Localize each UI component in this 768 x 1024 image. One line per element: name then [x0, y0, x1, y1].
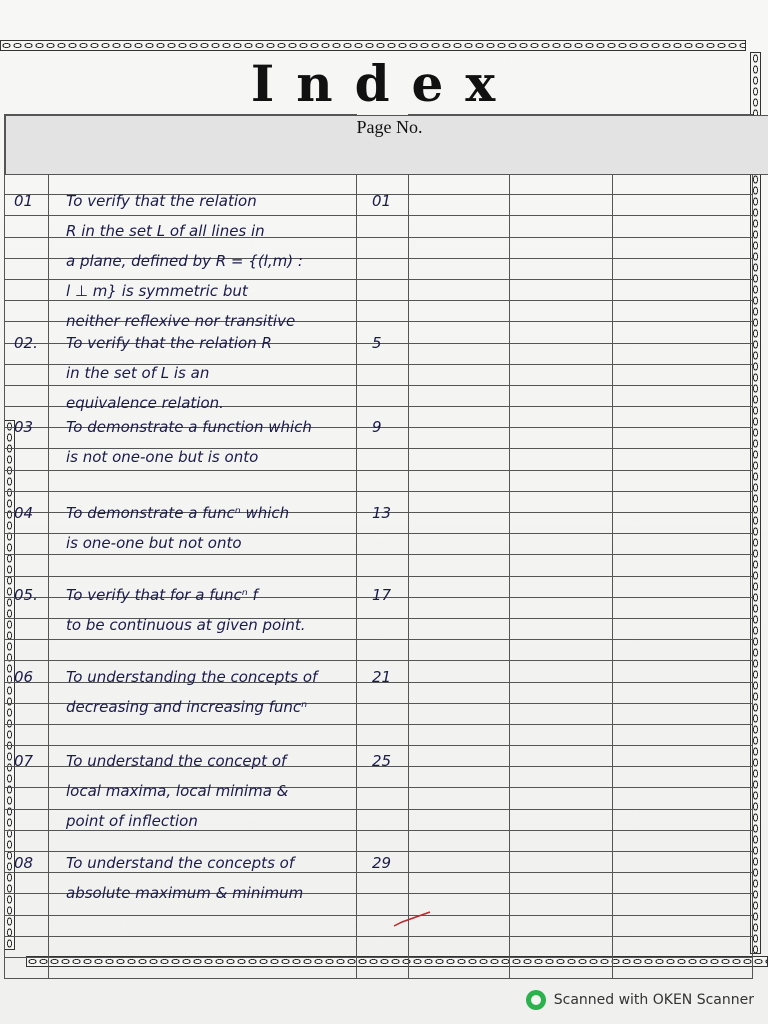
table-cell — [510, 682, 613, 703]
table-cell — [510, 174, 613, 195]
table-cell — [613, 852, 753, 873]
entry-text-line: is not one-one but is onto — [66, 448, 259, 466]
entry-sno: 03 — [14, 418, 34, 436]
table-cell — [5, 894, 49, 915]
table-cell — [510, 830, 613, 851]
table-cell — [409, 216, 510, 237]
table-cell — [510, 237, 613, 258]
table-cell — [5, 936, 49, 957]
table-cell — [357, 237, 409, 258]
entry-sno: 08 — [14, 854, 34, 872]
table-cell — [613, 894, 753, 915]
table-cell — [5, 915, 49, 936]
table-cell — [409, 258, 510, 279]
scanner-watermark — [526, 990, 754, 1010]
scanner-logo-icon — [526, 990, 546, 1010]
table-cell — [5, 216, 49, 237]
table-cell — [613, 279, 753, 300]
entry-text-line: local maxima, local minima & — [66, 782, 289, 800]
table-cell — [409, 809, 510, 830]
table-cell — [613, 618, 753, 639]
table-cell — [510, 343, 613, 364]
table-cell — [613, 555, 753, 576]
table-cell — [357, 407, 409, 428]
table-cell — [409, 343, 510, 364]
entry-page: 13 — [372, 504, 392, 522]
table-cell — [510, 703, 613, 724]
table-cell — [5, 788, 49, 809]
table-cell — [613, 724, 753, 745]
table-cell — [510, 258, 613, 279]
entry-text-line: is one-one but not onto — [66, 534, 242, 552]
table-cell — [409, 470, 510, 491]
table-row — [5, 470, 753, 491]
entry-text-line: To understand the concepts of — [66, 854, 295, 872]
entry-page: 25 — [372, 752, 392, 770]
page-title: Index — [250, 54, 518, 113]
table-cell — [357, 385, 409, 406]
table-cell — [49, 830, 357, 851]
table-cell — [409, 767, 510, 788]
table-row — [5, 936, 753, 957]
table-cell — [409, 237, 510, 258]
table-cell — [613, 216, 753, 237]
table-cell — [409, 513, 510, 534]
table-row — [5, 724, 753, 745]
table-cell — [510, 597, 613, 618]
table-cell — [510, 428, 613, 449]
table-cell — [613, 322, 753, 343]
entry-text-line: l ⊥ m} is symmetric but — [66, 282, 248, 300]
table-cell — [49, 936, 357, 957]
table-row — [5, 957, 753, 978]
table-cell — [510, 513, 613, 534]
table-cell — [613, 809, 753, 830]
table-cell — [510, 576, 613, 597]
table-cell — [409, 957, 510, 978]
entry-text-line: absolute maximum & minimum — [66, 884, 304, 902]
table-cell — [357, 279, 409, 300]
table-cell — [613, 936, 753, 957]
table-cell — [357, 618, 409, 639]
entry-sno: 04 — [14, 504, 34, 522]
table-cell — [409, 597, 510, 618]
header-page: Page No. — [5, 115, 768, 175]
table-cell — [613, 597, 753, 618]
table-cell — [409, 852, 510, 873]
table-cell — [510, 957, 613, 978]
table-cell — [5, 703, 49, 724]
table-cell — [49, 915, 357, 936]
table-cell — [5, 873, 49, 894]
table-cell — [613, 364, 753, 385]
table-cell — [5, 385, 49, 406]
table-cell — [613, 174, 753, 195]
table-cell — [5, 809, 49, 830]
top-chain-border — [0, 40, 746, 51]
table-cell — [357, 703, 409, 724]
table-cell — [409, 576, 510, 597]
entry-text-line: point of inflection — [66, 812, 198, 830]
table-cell — [357, 957, 409, 978]
entry-page: 01 — [372, 192, 392, 210]
table-cell — [409, 385, 510, 406]
entry-page: 21 — [372, 668, 392, 686]
table-cell — [510, 767, 613, 788]
table-cell — [613, 830, 753, 851]
table-cell — [510, 788, 613, 809]
table-cell — [613, 640, 753, 661]
table-cell — [357, 788, 409, 809]
entry-page: 17 — [372, 586, 392, 604]
entry-text-line: To verify that for a funcⁿ f — [66, 586, 258, 604]
table-cell — [409, 491, 510, 512]
table-cell — [5, 237, 49, 258]
table-cell — [510, 809, 613, 830]
entry-text-line: to be continuous at given point. — [66, 616, 306, 634]
table-cell — [613, 513, 753, 534]
table-cell — [5, 957, 49, 978]
table-cell — [5, 534, 49, 555]
table-cell — [510, 915, 613, 936]
entry-text-line: in the set of L is an — [66, 364, 210, 382]
table-cell — [357, 364, 409, 385]
table-cell — [510, 852, 613, 873]
table-cell — [409, 449, 510, 470]
table-cell — [510, 746, 613, 767]
table-cell — [613, 385, 753, 406]
table-cell — [409, 936, 510, 957]
table-cell — [49, 724, 357, 745]
table-cell — [613, 576, 753, 597]
table-cell — [409, 279, 510, 300]
table-cell — [357, 809, 409, 830]
table-cell — [409, 682, 510, 703]
entry-sno: 07 — [14, 752, 34, 770]
table-cell — [613, 915, 753, 936]
table-cell — [409, 640, 510, 661]
table-cell — [5, 301, 49, 322]
table-cell — [357, 428, 409, 449]
entry-sno: 02. — [14, 334, 38, 352]
table-cell — [409, 301, 510, 322]
table-cell — [613, 449, 753, 470]
table-cell — [510, 491, 613, 512]
entry-text-line: a plane, defined by R = {(l,m) : — [66, 252, 303, 270]
table-cell — [510, 640, 613, 661]
table-cell — [357, 873, 409, 894]
table-cell — [409, 703, 510, 724]
table-cell — [5, 449, 49, 470]
table-cell — [357, 343, 409, 364]
table-cell — [510, 407, 613, 428]
table-cell — [409, 428, 510, 449]
table-cell — [357, 640, 409, 661]
entry-page: 29 — [372, 854, 392, 872]
table-row — [5, 915, 753, 936]
table-row — [5, 555, 753, 576]
entry-text-line: To verify that the relation R — [66, 334, 272, 352]
table-cell — [510, 364, 613, 385]
table-cell — [49, 957, 357, 978]
table-cell — [510, 301, 613, 322]
table-cell — [510, 555, 613, 576]
entry-text-line: To understand the concept of — [66, 752, 287, 770]
table-cell — [510, 873, 613, 894]
table-cell — [5, 470, 49, 491]
table-cell — [409, 788, 510, 809]
table-cell — [409, 534, 510, 555]
check-tick-icon — [392, 910, 432, 928]
entry-text-line: To demonstrate a function which — [66, 418, 312, 436]
table-cell — [613, 746, 753, 767]
table-cell — [613, 703, 753, 724]
table-cell — [613, 873, 753, 894]
table-cell — [613, 407, 753, 428]
table-cell — [613, 470, 753, 491]
table-cell — [409, 364, 510, 385]
table-cell — [49, 640, 357, 661]
entry-sno: 01 — [14, 192, 34, 210]
table-cell — [613, 258, 753, 279]
table-cell — [409, 873, 510, 894]
entry-text-line: To verify that the relation — [66, 192, 257, 210]
table-cell — [510, 534, 613, 555]
table-cell — [613, 767, 753, 788]
scanner-text: Scanned with OKEN Scanner — [553, 992, 754, 1008]
table-cell — [409, 618, 510, 639]
table-cell — [510, 618, 613, 639]
table-header-row — [5, 115, 753, 174]
table-cell — [613, 195, 753, 216]
table-cell — [409, 407, 510, 428]
table-cell — [5, 555, 49, 576]
table-cell — [510, 470, 613, 491]
table-cell — [409, 174, 510, 195]
entry-text-line: equivalence relation. — [66, 394, 224, 412]
table-cell — [613, 534, 753, 555]
table-cell — [409, 830, 510, 851]
table-cell — [49, 470, 357, 491]
table-cell — [409, 724, 510, 745]
entry-page: 5 — [372, 334, 382, 352]
entry-page: 9 — [372, 418, 382, 436]
table-cell — [5, 258, 49, 279]
table-cell — [5, 724, 49, 745]
table-cell — [510, 279, 613, 300]
table-cell — [49, 555, 357, 576]
table-cell — [510, 322, 613, 343]
table-cell — [613, 682, 753, 703]
table-cell — [357, 555, 409, 576]
table-cell — [357, 724, 409, 745]
table-cell — [510, 195, 613, 216]
table-row — [5, 640, 753, 661]
table-cell — [613, 301, 753, 322]
table-cell — [409, 555, 510, 576]
table-cell — [613, 428, 753, 449]
table-cell — [357, 936, 409, 957]
table-cell — [613, 237, 753, 258]
table-cell — [613, 661, 753, 682]
table-cell — [357, 534, 409, 555]
table-row — [5, 830, 753, 851]
table-cell — [510, 216, 613, 237]
entry-text-line: To understanding the concepts of — [66, 668, 318, 686]
table-cell — [357, 301, 409, 322]
table-cell — [409, 195, 510, 216]
table-cell — [5, 640, 49, 661]
entry-text-line: neither reflexive nor transitive — [66, 312, 296, 330]
table-cell — [5, 830, 49, 851]
table-cell — [5, 618, 49, 639]
entry-text-line: To demonstrate a funcⁿ which — [66, 504, 290, 522]
table-cell — [357, 258, 409, 279]
table-cell — [5, 279, 49, 300]
table-cell — [510, 385, 613, 406]
table-cell — [5, 364, 49, 385]
table-cell — [357, 216, 409, 237]
table-cell — [409, 661, 510, 682]
table-cell — [510, 449, 613, 470]
table-cell — [409, 322, 510, 343]
entry-sno: 06 — [14, 668, 34, 686]
entry-text-line: R in the set L of all lines in — [66, 222, 265, 240]
table-cell — [613, 343, 753, 364]
entry-sno: 05. — [14, 586, 38, 604]
table-cell — [409, 746, 510, 767]
table-cell — [510, 894, 613, 915]
table-cell — [510, 661, 613, 682]
table-cell — [357, 322, 409, 343]
entry-text-line: decreasing and increasing funcⁿ — [66, 698, 308, 716]
table-cell — [357, 830, 409, 851]
table-cell — [357, 449, 409, 470]
table-cell — [510, 724, 613, 745]
table-cell — [613, 788, 753, 809]
table-cell — [613, 957, 753, 978]
table-cell — [357, 470, 409, 491]
table-cell — [613, 491, 753, 512]
table-cell — [510, 936, 613, 957]
